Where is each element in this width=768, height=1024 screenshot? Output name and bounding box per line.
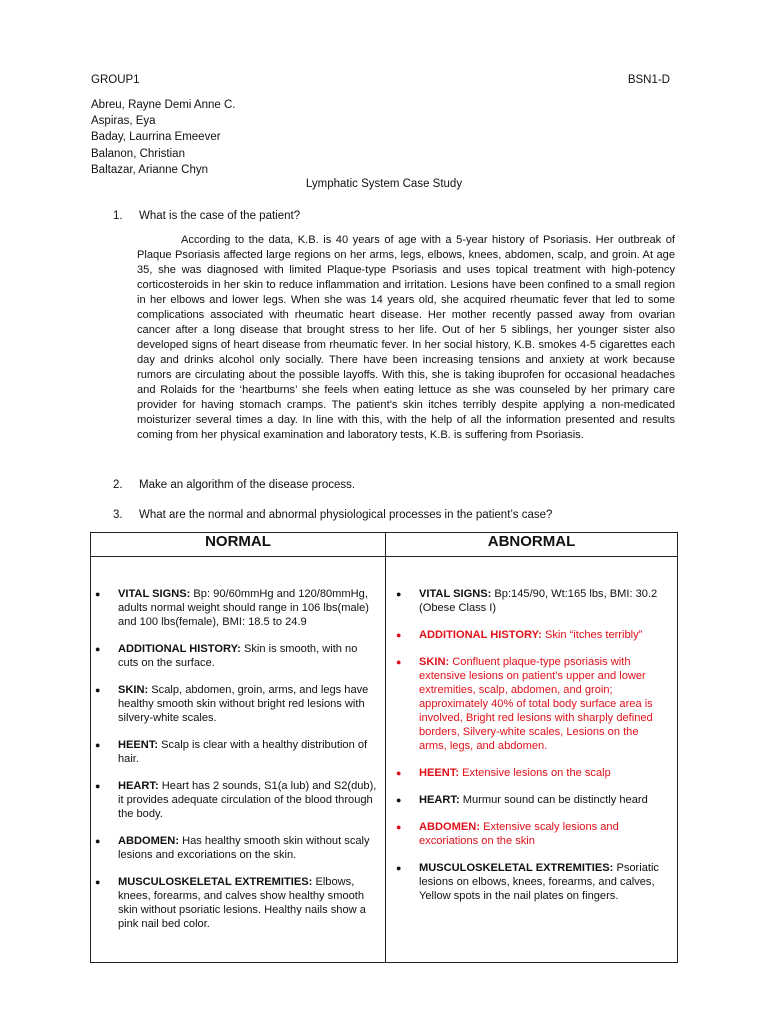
bullet-icon: ●: [95, 781, 101, 791]
abnormal-item-text: [419, 793, 665, 807]
normal-item-label: HEENT:: [118, 739, 159, 751]
normal-header: NORMAL: [91, 533, 386, 557]
normal-item-label: SKIN:: [118, 684, 149, 696]
question-number: 1.: [113, 210, 123, 222]
bullet-icon: ●: [95, 740, 101, 750]
abnormal-item-text: [419, 628, 665, 642]
member-name: Aspiras, Eya: [91, 115, 156, 128]
normal-item: [91, 875, 385, 931]
abnormal-item-body: Psoriatic lesions on elbows, knees, forearms, and calves, Yellow spots in the nail plates on fingers.: [419, 862, 659, 902]
section-label: BSN1-D: [627, 74, 670, 86]
normal-item-body: Has healthy smooth skin without scaly lesions and excoriations on the skin.: [118, 835, 370, 861]
normal-item-body: Skin is smooth, with no cuts on the surface.: [118, 643, 358, 669]
bullet-icon: ●: [95, 589, 101, 599]
member-name: Abreu, Rayne Demi Anne C.: [91, 99, 236, 111]
abnormal-list: [386, 557, 677, 903]
question-text: Make an algorithm of the disease process.: [139, 479, 356, 491]
normal-item-text: [118, 875, 379, 931]
normal-item-body: Bp: 90/60mmHg and 120/80mmHg, adults normal weight should range in 106 lbs(male) and 100 lbs(female), BMI: 18.5 to 24.9: [118, 588, 369, 628]
question-1: [113, 210, 300, 222]
bullet-icon: ●: [95, 877, 101, 887]
abnormal-item-text: [419, 861, 665, 903]
abnormal-item: [386, 766, 677, 780]
abnormal-item: [386, 655, 677, 753]
abnormal-item-body: Confluent plaque-type psoriasis with extensive lesions on patient’s upper and lower extremities, scalp, abdomen, and groin; approximately 40% of total body surface area is involved, Bright red lesions with sharply defined borders, Silvery-white scales, Lesions on the arms, legs, and abdomen.: [419, 656, 653, 752]
normal-item-text: [118, 779, 379, 821]
bullet-icon: ●: [95, 836, 101, 846]
abnormal-item-body: Murmur sound can be distinctly heard: [459, 794, 648, 806]
abnormal-item-label: HEENT:: [419, 767, 460, 779]
member-list: [91, 97, 235, 178]
question-number: 2.: [113, 479, 123, 491]
abnormal-item-text: [419, 766, 665, 780]
abnormal-item: [386, 793, 677, 807]
answer-paragraph: According to the data, K.B. is 40 years of age with a 5-year history of Psoriasis. Her outbreak of Plaque Psoriasis affected large regions on her arms, legs, elbows, knees, abdomen, scalp, and groin. At age 35, she was diagnosed with limited Plaque-type Psoriasis and uses topical treatment with high-potency corticosteroids in her skin to reduce inflammation and irritation. Lesions have been confined to a small region in her elbows and lower legs. When she was 14 years old, she acquired rheumatic fever that led to some complications associated with rheumatic heart disease. Her mother recently passed away from ovarian cancer after a long disease that brought stress to her life. Out of her 5 siblings, her younger sister also developed signs of heart disease from rheumatic fever. In her social history, K.B. smokes 4-5 cigarettes each day and drinks alcohol only socially. There have been increasing tensions and anxiety at work because rumors are circulating about the possible layoffs. With this, she is taking ibuprofen for occasional headaches and Rolaids for the ‘heartburns’ she feels when eating lettuce as she was counseled by her primary care provider for having stomach cramps. The patient’s skin itches terribly despite applying a non-medicated moisturizer several times a day. In line with this, with the help of all the information presented and results coming from her physical examination and laboratory tests, K.B. is suffering from Psoriasis.: [137, 234, 675, 441]
normal-item: [91, 834, 385, 862]
normal-item-label: ABDOMEN:: [118, 835, 180, 847]
normal-item-text: [118, 642, 379, 670]
bullet-icon: ●: [396, 822, 402, 832]
normal-item-text: [118, 834, 379, 862]
bullet-icon: ●: [396, 768, 402, 778]
normal-item: [91, 587, 385, 629]
bullet-icon: ●: [95, 685, 101, 695]
normal-item-label: HEART:: [118, 780, 159, 792]
bullet-icon: ●: [396, 630, 402, 640]
abnormal-item-text: [419, 655, 665, 753]
normal-item: [91, 683, 385, 725]
normal-item-text: [118, 587, 379, 629]
normal-list: [91, 557, 385, 931]
normal-item: [91, 738, 385, 766]
normal-item-text: [118, 738, 379, 766]
abnormal-item-text: [419, 820, 665, 848]
abnormal-item-body: Skin “itches terribly”: [541, 629, 643, 641]
member-name: Baltazar, Arianne Chyn: [91, 163, 208, 176]
member-name: Balanon, Christian: [91, 147, 185, 160]
normal-item-text: [118, 683, 379, 725]
abnormal-header: ABNORMAL: [386, 533, 678, 557]
abnormal-item-text: [419, 587, 665, 615]
abnormal-column: [386, 557, 678, 963]
abnormal-item-label: ADDITIONAL HISTORY:: [419, 629, 542, 641]
abnormal-item: [386, 820, 677, 848]
question-text: What is the case of the patient?: [139, 210, 301, 222]
bullet-icon: ●: [396, 863, 402, 873]
abnormal-item-body: Bp:145/90, Wt:165 lbs, BMI: 30.2 (Obese Class I): [419, 588, 658, 614]
normal-item-label: VITAL SIGNS:: [118, 588, 191, 600]
document-title: Lymphatic System Case Study: [305, 178, 463, 190]
abnormal-item: [386, 587, 677, 615]
abnormal-item-body: Extensive scaly lesions and excoriations on the skin: [419, 821, 619, 847]
question-text: What are the normal and abnormal physiological processes in the patient’s case?: [139, 509, 553, 521]
normal-column: [91, 557, 386, 963]
abnormal-item: [386, 628, 677, 642]
question-3: [113, 509, 552, 521]
group-label: GROUP1: [91, 74, 140, 86]
question-2: [113, 479, 355, 491]
abnormal-item-label: MUSCULOSKELETAL EXTREMITIES:: [419, 862, 614, 874]
normal-item-body: Scalp is clear with a healthy distribution of hair.: [118, 739, 368, 765]
normal-item-body: Scalp, abdomen, groin, arms, and legs have healthy smooth skin without bright red lesions with silvery-white scales.: [118, 684, 369, 724]
member-name: Baday, Laurrina Emeever: [91, 131, 221, 144]
normal-item-label: MUSCULOSKELETAL EXTREMITIES:: [118, 876, 313, 888]
normal-item-label: ADDITIONAL HISTORY:: [118, 643, 241, 655]
bullet-icon: ●: [396, 589, 402, 599]
normal-item-body: Heart has 2 sounds, S1(a lub) and S2(dub), it provides adequate circulation of the blood through the body.: [118, 780, 377, 820]
abnormal-item-label: HEART:: [419, 794, 460, 806]
bullet-icon: ●: [396, 657, 402, 667]
abnormal-item-body: Extensive lesions on the scalp: [459, 767, 611, 779]
abnormal-item-label: VITAL SIGNS:: [419, 588, 492, 600]
question-number: 3.: [113, 509, 123, 521]
bullet-icon: ●: [95, 644, 101, 654]
abnormal-item-label: ABDOMEN:: [419, 821, 481, 833]
bullet-icon: ●: [396, 795, 402, 805]
normal-item: [91, 642, 385, 670]
abnormal-item-label: SKIN:: [419, 656, 450, 668]
normal-item: [91, 779, 385, 821]
normal-item-body: Elbows, knees, forearms, and calves show healthy smooth skin without psoriatic lesions. Healthy nails show a pink nail bed color.: [118, 876, 366, 930]
abnormal-item: [386, 861, 677, 903]
comparison-table: [90, 532, 678, 963]
